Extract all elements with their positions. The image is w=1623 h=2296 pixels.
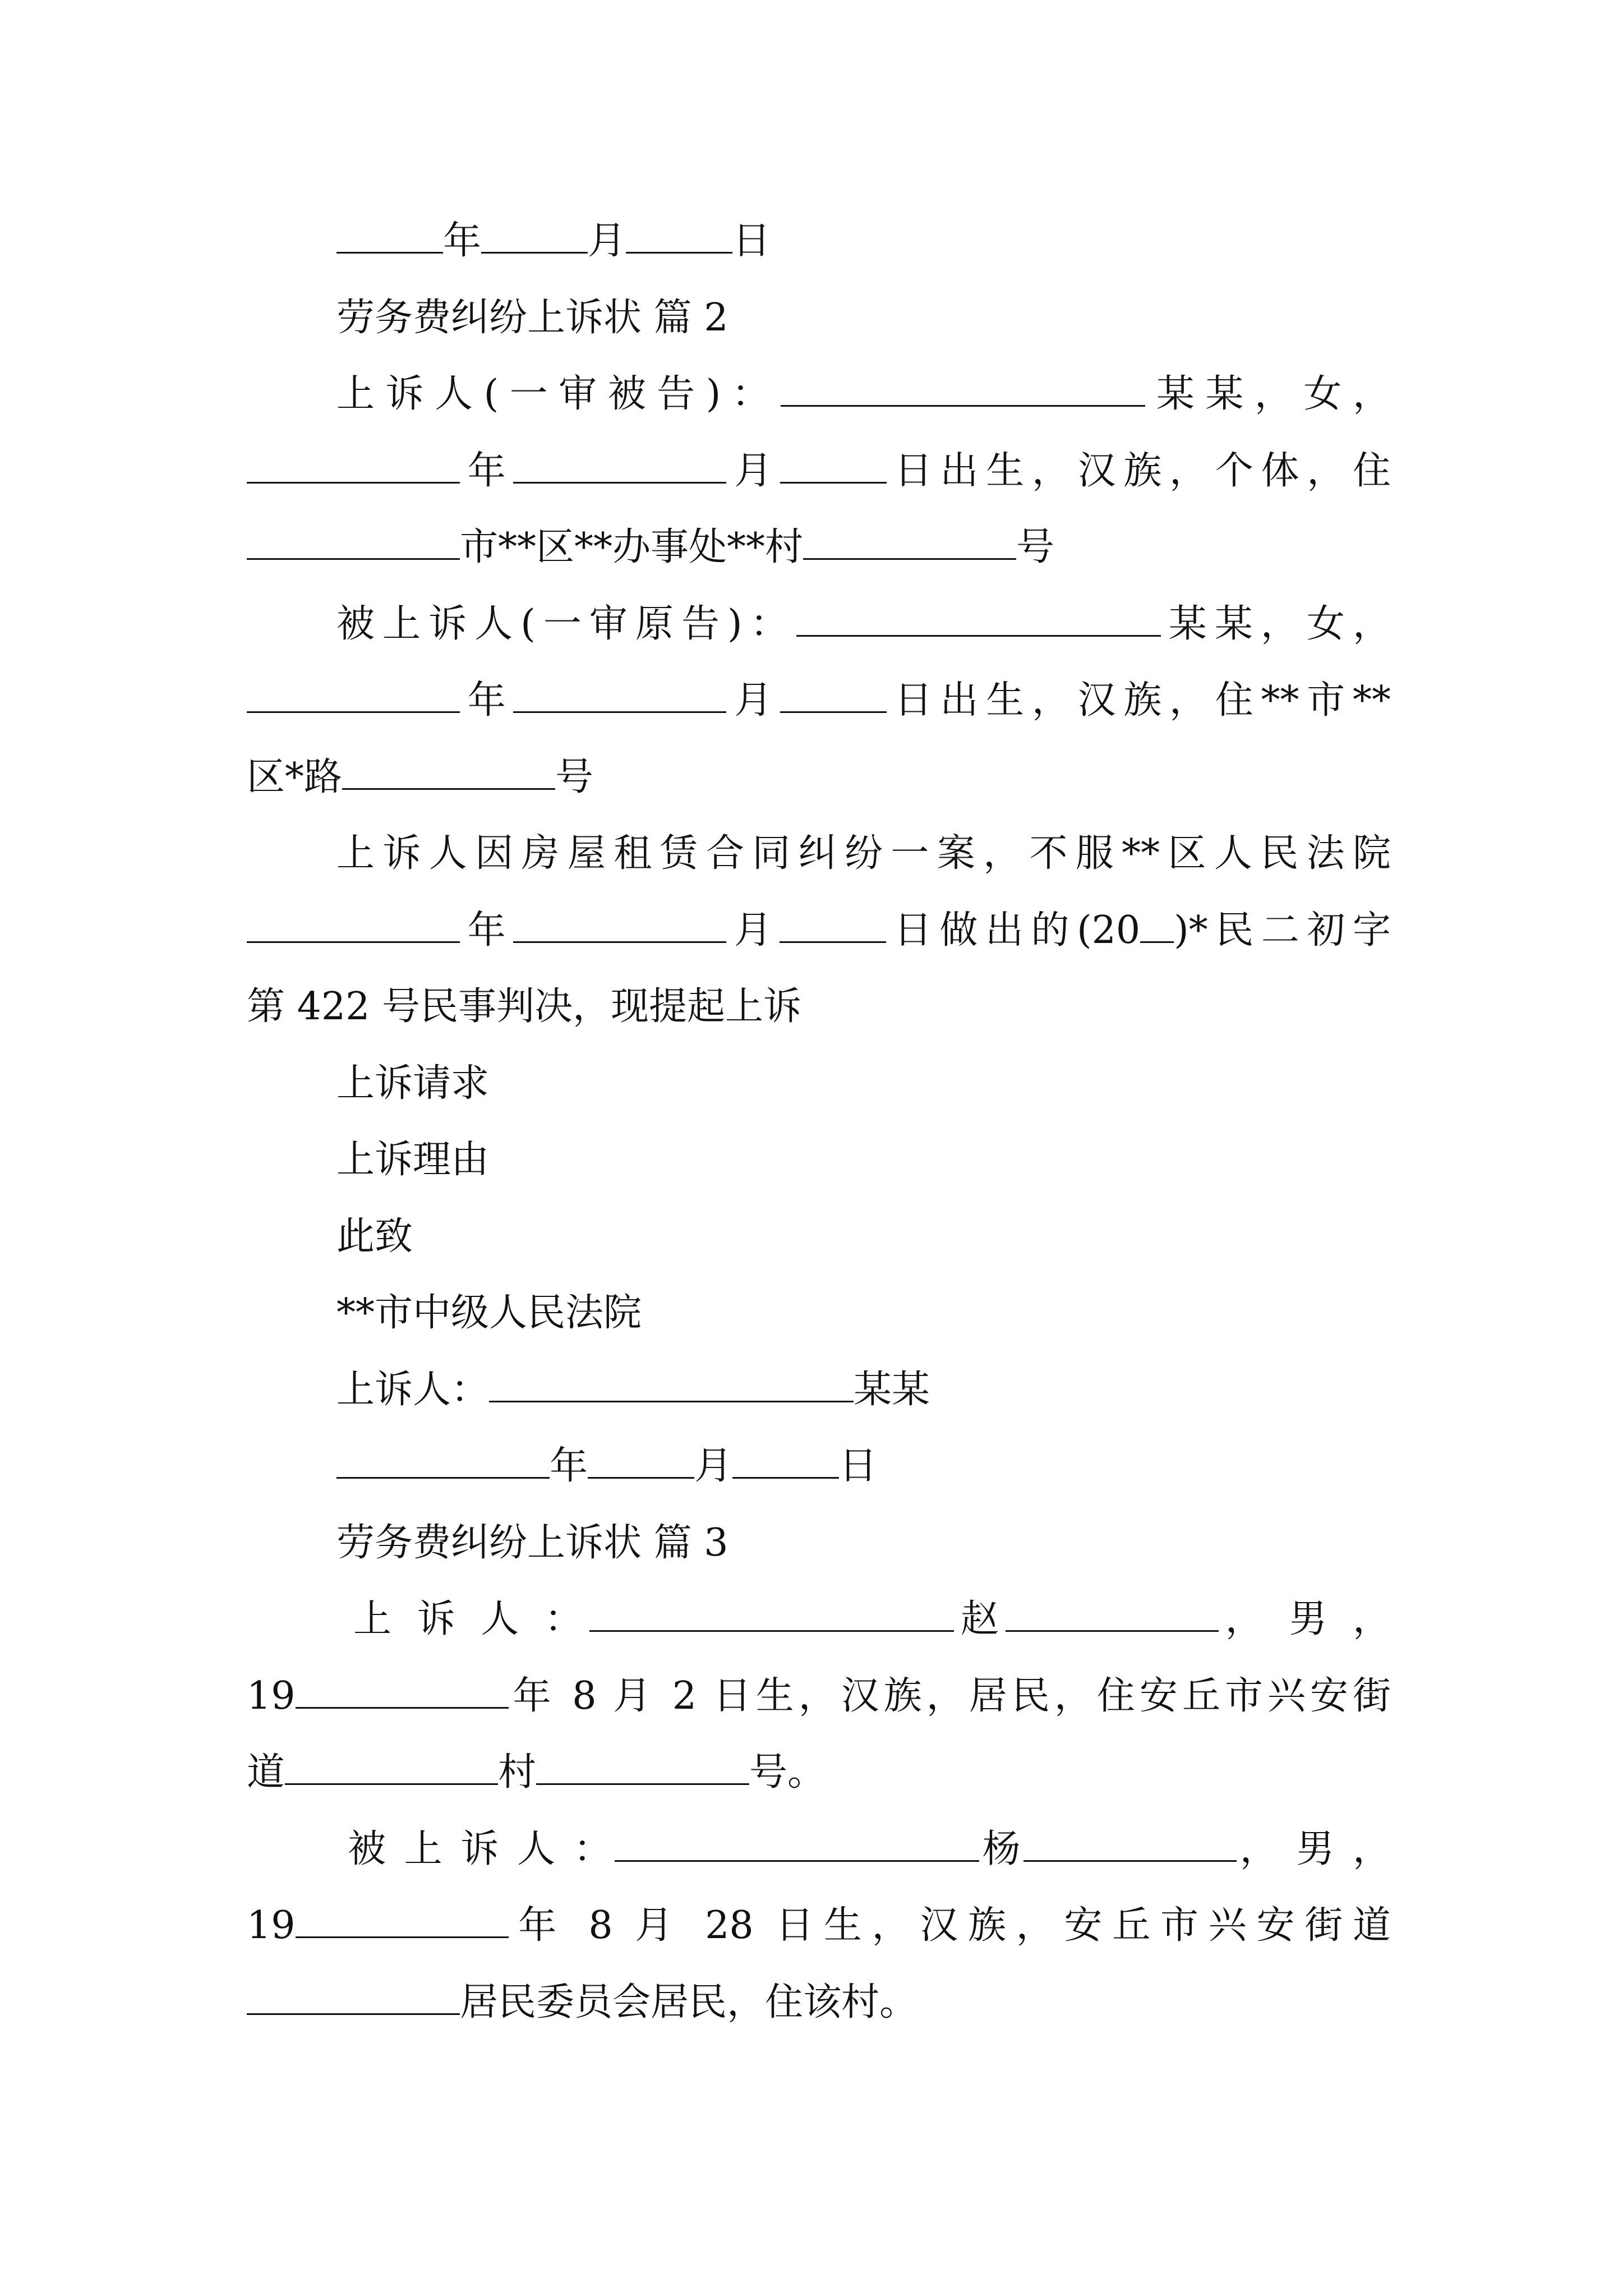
case-date-line [247,900,1391,961]
address-number: 号。 [749,1750,826,1795]
appellee-birth-line [247,1895,1391,1957]
blank-field [796,596,1161,637]
case-end-line: 第 422 号民事判决，现提起上诉 [247,984,802,1029]
section-title: 劳务费纠纷上诉状 篇 2 [336,296,728,340]
salute-text: 此致 [336,1214,413,1259]
month-label: 月 [726,908,780,953]
blank-field [1023,1821,1237,1862]
case-number-prefix: )*民二初字 [1174,908,1391,953]
appellee-gender: ， 男 ， [1237,1827,1391,1871]
appellant-gender: ， 男 ， [1218,1597,1391,1641]
blank-field [247,672,460,713]
section-title: 劳务费纠纷上诉状 篇 3 [336,1521,728,1565]
blank-field [336,213,443,254]
birth-detail: 年 8 月 2 日生，汉族，居民，住安丘市兴安街 [508,1674,1391,1718]
address-text: 村 [498,1750,537,1795]
blank-field [247,902,460,943]
reason-heading: 上诉理由 [336,1138,490,1182]
blank-field [489,1361,854,1402]
top-date-line [336,210,1391,272]
birth-detail: 日出生，汉族，个体，住 [886,449,1391,493]
appellant-label: 上 诉 人 ： [353,1597,589,1641]
birth-detail: 年 8 月 28 日生，汉族，安丘市兴安街道 [508,1903,1391,1948]
appellant-birth-line [247,1665,1391,1727]
address-number: 号 [555,755,594,799]
blank-field [296,1668,509,1709]
appellant-label: 上诉人(一审被告)： [336,372,781,416]
appellee-label: 被 上 诉 人 ： [348,1827,615,1871]
year-prefix: 19 [247,1903,296,1948]
appellant-line [336,364,1391,425]
year-label: 年 [460,908,514,953]
appellant-birth-line [247,440,1391,502]
blank-field [781,366,1145,407]
day-label: 日 [732,219,771,263]
appellant-address-line [247,517,1391,578]
appellee-line [336,593,1391,655]
blank-field [626,213,732,254]
day-label: 日 [839,1444,878,1488]
year-label: 年 [460,449,514,493]
court-name: **市中级人民法院 [336,1291,642,1335]
address-text: 区*路 [247,755,343,799]
blank-field [247,1974,460,2015]
year-label: 年 [550,1444,588,1488]
blank-field [513,672,726,713]
blank-field [296,1897,509,1938]
signature-label: 上诉人： [336,1368,490,1412]
year-label: 年 [460,678,514,723]
address-number: 号 [1016,525,1055,569]
blank-field [247,519,460,560]
month-label: 月 [588,219,626,263]
blank-field [589,1591,954,1632]
month-label: 月 [694,1444,733,1488]
appellant-name: 某某，女， [1145,372,1391,416]
blank-field [780,443,887,484]
signature-date-line [336,1435,1391,1497]
request-heading: 上诉请求 [336,1061,490,1106]
blank-field [536,1744,749,1785]
appellant-address-line [247,1742,1391,1803]
blank-field [615,1821,979,1862]
appellee-label: 被上诉人(一审原告)： [336,602,796,646]
birth-detail: 日出生，汉族，住**市** [886,678,1391,723]
blank-field [588,1438,694,1479]
appellee-address-line [247,747,1391,808]
blank-field [513,443,726,484]
blank-field [780,902,886,943]
blank-field [780,672,887,713]
address-text: 居民委员会居民，住该村。 [460,1980,918,2024]
appellant-line [353,1589,1391,1650]
blank-field [1006,1591,1219,1632]
appellee-name: 某某，女， [1160,602,1391,646]
blank-field [803,519,1016,560]
day-detail: 日做出的(20 [886,908,1141,953]
year-prefix: 19 [247,1674,296,1718]
blank-field [285,1744,498,1785]
address-text: 市**区**办事处**村 [460,525,804,569]
appellee-name: 杨 [979,1827,1024,1871]
blank-field [1140,902,1174,943]
month-label: 月 [726,678,780,723]
address-text: 道 [247,1750,285,1795]
signature-line [336,1359,1391,1421]
appellee-line [348,1819,1391,1880]
blank-field [247,443,460,484]
blank-field [481,213,588,254]
blank-field [336,1438,550,1479]
signature-name: 某某 [854,1368,930,1412]
year-label: 年 [443,219,482,263]
case-line: 上诉人因房屋租赁合同纠纷一案，不服**区人民法院 [336,831,1391,876]
month-label: 月 [726,449,780,493]
blank-field [732,1438,839,1479]
appellee-birth-line [247,670,1391,731]
blank-field [513,902,726,943]
appellant-name: 赵 [953,1597,1006,1641]
blank-field [342,749,555,790]
appellee-address-line [247,1972,1391,2033]
